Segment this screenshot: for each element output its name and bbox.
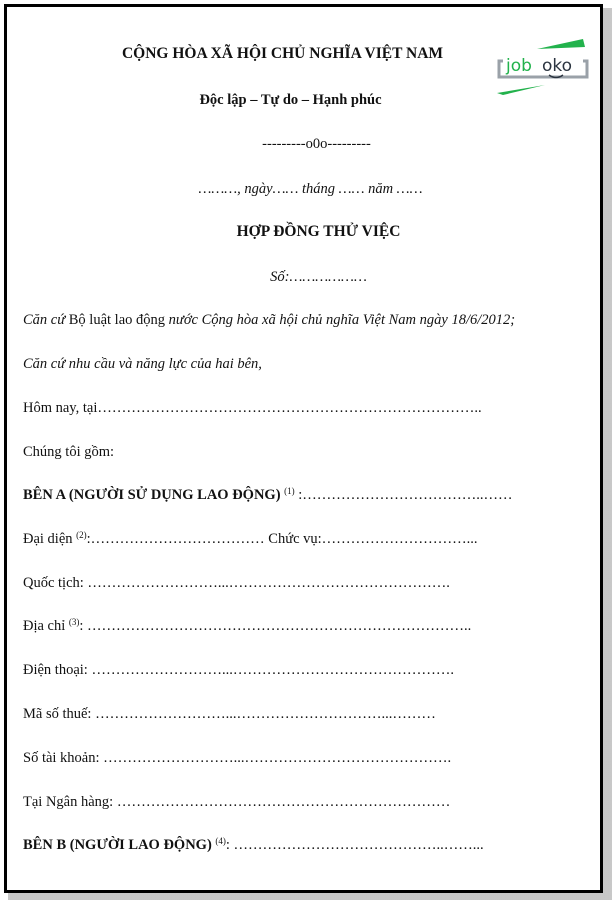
party-b-heading (23, 836, 484, 854)
date-line: ………, ngày…… tháng …… năm …… (198, 181, 423, 197)
separator: ---------o0o--------- (262, 136, 371, 152)
basis-1-prefix: Căn cứ (23, 312, 66, 328)
legal-basis-1 (23, 311, 515, 329)
motto: Độc lập – Tự do – Hạnh phúc (199, 92, 382, 108)
document-page (4, 4, 603, 893)
party-a-fill: :………………………………..…… (294, 487, 513, 503)
representative-label: Đại diện (23, 531, 77, 547)
tax-code-field: Mã số thuế: ………………………...…………………………...……… (23, 706, 436, 722)
footnote-2: (2) (76, 530, 87, 540)
basis-1-suffix: nước Cộng hòa xã hội chủ nghĩa Việt Nam ngày 18/6/2012; (168, 312, 516, 328)
contract-number: Số:……………… (270, 269, 367, 285)
account-number-field: Số tài khoản: ………………………...……………………………………. (23, 750, 452, 766)
today-at-field: Hôm nay, tại…………………………………………………………………….. (23, 400, 482, 416)
joboko-logo (493, 35, 593, 103)
footnote-4: (4) (215, 836, 226, 846)
we-include: Chúng tôi gồm: (23, 444, 115, 460)
document-title: HỢP ĐỒNG THỬ VIỆC (236, 223, 401, 240)
representative-fill: :……………………………… Chức vụ:…………………………... (86, 531, 478, 547)
nationality-field: Quốc tịch: ………………………...………………………………………. (23, 575, 450, 591)
party-a-title: BÊN A (NGƯỜI SỬ DỤNG LAO ĐỘNG) (23, 487, 281, 503)
party-b-title: BÊN B (NGƯỜI LAO ĐỘNG) (23, 837, 212, 853)
svg-text:job: job (506, 56, 532, 76)
basis-1-law: Bộ luật lao động (65, 312, 169, 328)
party-b-fill: : ……………………………………..……... (225, 837, 484, 853)
bank-field: Tại Ngân hàng: …………………………………………………………… (23, 794, 451, 810)
footnote-1: (1) (284, 486, 295, 496)
address-fill: : …………………………………………………………………….. (79, 618, 472, 634)
footnote-3: (3) (68, 617, 80, 627)
logo-graphic (493, 35, 593, 103)
representative-field (23, 530, 478, 548)
national-title: CỘNG HÒA XÃ HỘI CHỦ NGHĨA VIỆT NAM (121, 45, 444, 62)
legal-basis-2: Căn cứ nhu cầu và năng lực của hai bên, (23, 356, 262, 372)
phone-field: Điện thoại: ………………………...………………………………………. (23, 662, 454, 678)
party-a-heading (23, 486, 513, 504)
address-label: Địa chỉ (23, 618, 69, 634)
address-field (23, 617, 471, 635)
svg-text:oko: oko (542, 56, 573, 76)
